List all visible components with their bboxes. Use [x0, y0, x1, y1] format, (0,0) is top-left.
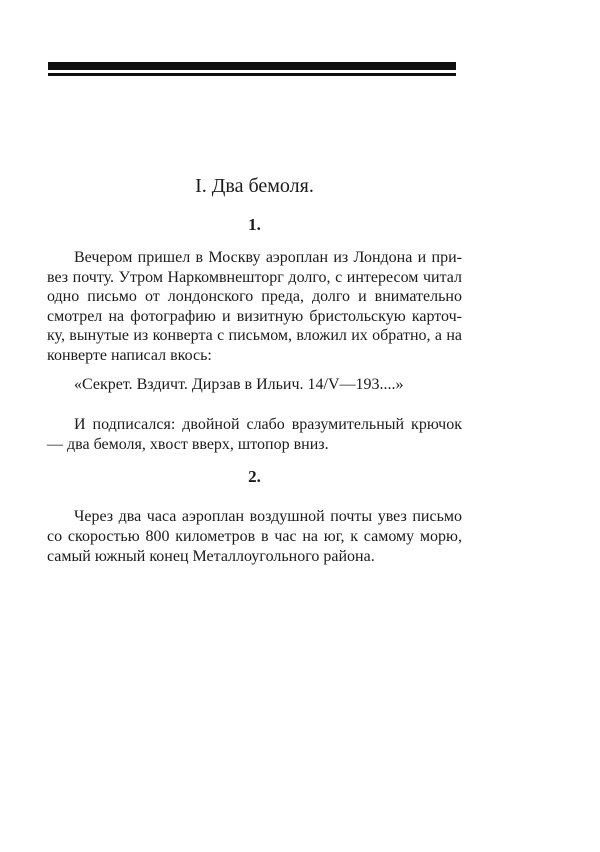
- body-line: самый южный конец Металлоугольного района.: [47, 547, 375, 565]
- body-line: смотрел на фотографию и визитную бристольскую карточ-: [47, 307, 462, 325]
- paragraph-3: [47, 507, 462, 566]
- chapter-title: I. Два бемоля.: [195, 175, 314, 197]
- body-line: вез почту. Утром Наркомвнешторг долго, с интересом читал: [47, 268, 462, 286]
- body-line: конверте написал вкось:: [47, 346, 212, 364]
- body-line: Через два часа аэроплан воздушной почты увез письмо: [74, 508, 462, 526]
- body-line: ку, вынутые из конверта с письмом, вложил их обратно, а на: [47, 327, 462, 345]
- body-line: — два бемоля, хвост вверх, штопор вниз.: [47, 435, 329, 453]
- page-content: [47, 175, 462, 566]
- body-line: со скоростью 800 километров в час на юг, к самому морю,: [47, 527, 462, 545]
- header-rule-thick: [48, 62, 456, 70]
- envelope-inscription-quote: «Секрет. Вздичт. Дирзав в Ильич. 14/V—193....»: [74, 375, 404, 393]
- header-double-rule: [48, 62, 456, 76]
- body-line: одно письмо от лондонского преда, долго и внимательно: [47, 288, 462, 306]
- section-1-number: 1.: [248, 215, 261, 234]
- paragraph-1: [47, 248, 462, 366]
- body-line: И подписался: двойной слабо вразумительный крючок: [74, 416, 462, 434]
- header-rule-thin: [48, 73, 456, 76]
- paragraph-2: [47, 415, 462, 454]
- body-line: Вечером пришел в Москву аэроплан из Лондона и при-: [74, 249, 462, 266]
- section-2-number: 2.: [248, 467, 261, 487]
